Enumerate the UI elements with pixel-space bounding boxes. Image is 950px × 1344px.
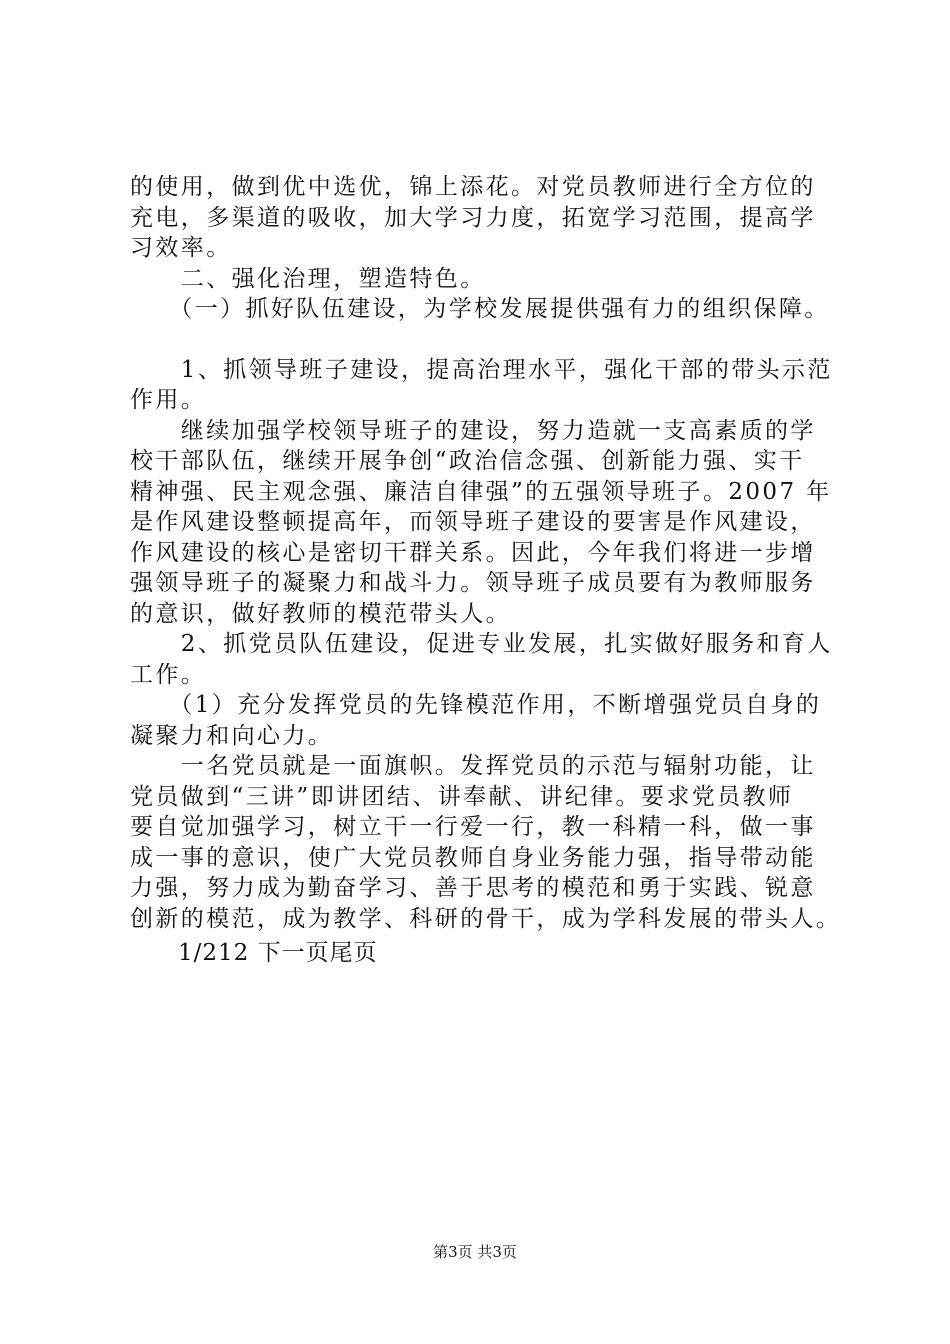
text-line: 力强，努力成为勤奋学习、善于思考的模范和勇于实践、锐意 — [130, 875, 816, 901]
text-line: 作风建设的核心是密切干群关系。因此，今年我们将进一步增 — [130, 539, 816, 566]
text-line: 习效率。 — [130, 235, 232, 261]
text-line: 凝聚力和向心力。 — [130, 722, 334, 749]
text-line: 的意识，做好教师的模范带头人。 — [130, 600, 511, 627]
text-line: 一名党员就是一面旗帜。发挥党员的示范与辐射功能，让 — [130, 753, 816, 779]
text-line: 创新的模范，成为教学、科研的骨干，成为学科发展的带头人。 — [130, 905, 842, 932]
text-line: 是作风建设整顿提高年，而领导班子建设的要害是作风建设， — [130, 509, 816, 535]
item-heading: 2、抓党员队伍建设，促进专业发展，扎实做好服务和育人 — [130, 631, 833, 657]
text-line: 成一事的意识，使广大党员教师自身业务能力强，指导带动能 — [130, 844, 816, 871]
text-line: 充电，多渠道的吸收，加大学习力度，拓宽学习范围，提高学 — [130, 204, 816, 231]
text-line: 作用。 — [130, 387, 207, 413]
text-line: 工作。 — [130, 661, 207, 688]
section-heading: 二、强化治理，塑造特色。 — [130, 265, 486, 292]
text-line: 要自觉加强学习，树立干一行爱一行，教一科精一科，做一事 — [130, 814, 816, 840]
subsection-heading: （一）抓好队伍建设，为学校发展提供强有力的组织保障。 — [130, 296, 830, 322]
text-line: 校干部队伍，继续开展争创“政治信念强、创新能力强、实干 — [130, 448, 805, 474]
page-footer: 第3页 共3页 — [433, 1243, 517, 1261]
document-body — [130, 172, 850, 934]
text-line: 继续加强学校领导班子的建设，努力造就一支高素质的学 — [130, 417, 816, 444]
text-line: 强领导班子的凝聚力和战斗力。领导班子成员要有为教师服务 — [130, 570, 816, 596]
text-line: 精神强、民主观念强、廉洁自律强”的五强领导班子。2007 年 — [130, 478, 832, 505]
text-line: 党员做到“三讲”即讲团结、讲奉献、讲纪律。要求党员教师 — [130, 783, 794, 810]
item-heading: 1、抓领导班子建设，提高治理水平，强化干部的带头示范 — [130, 356, 833, 383]
item-heading: （1）充分发挥党员的先锋模范作用，不断增强党员自身的 — [130, 692, 822, 718]
pagination-links[interactable]: 1/212 下一页尾页 — [178, 940, 378, 966]
text-line: 的使用，做到优中选优，锦上添花。对党员教师进行全方位的 — [130, 174, 816, 200]
